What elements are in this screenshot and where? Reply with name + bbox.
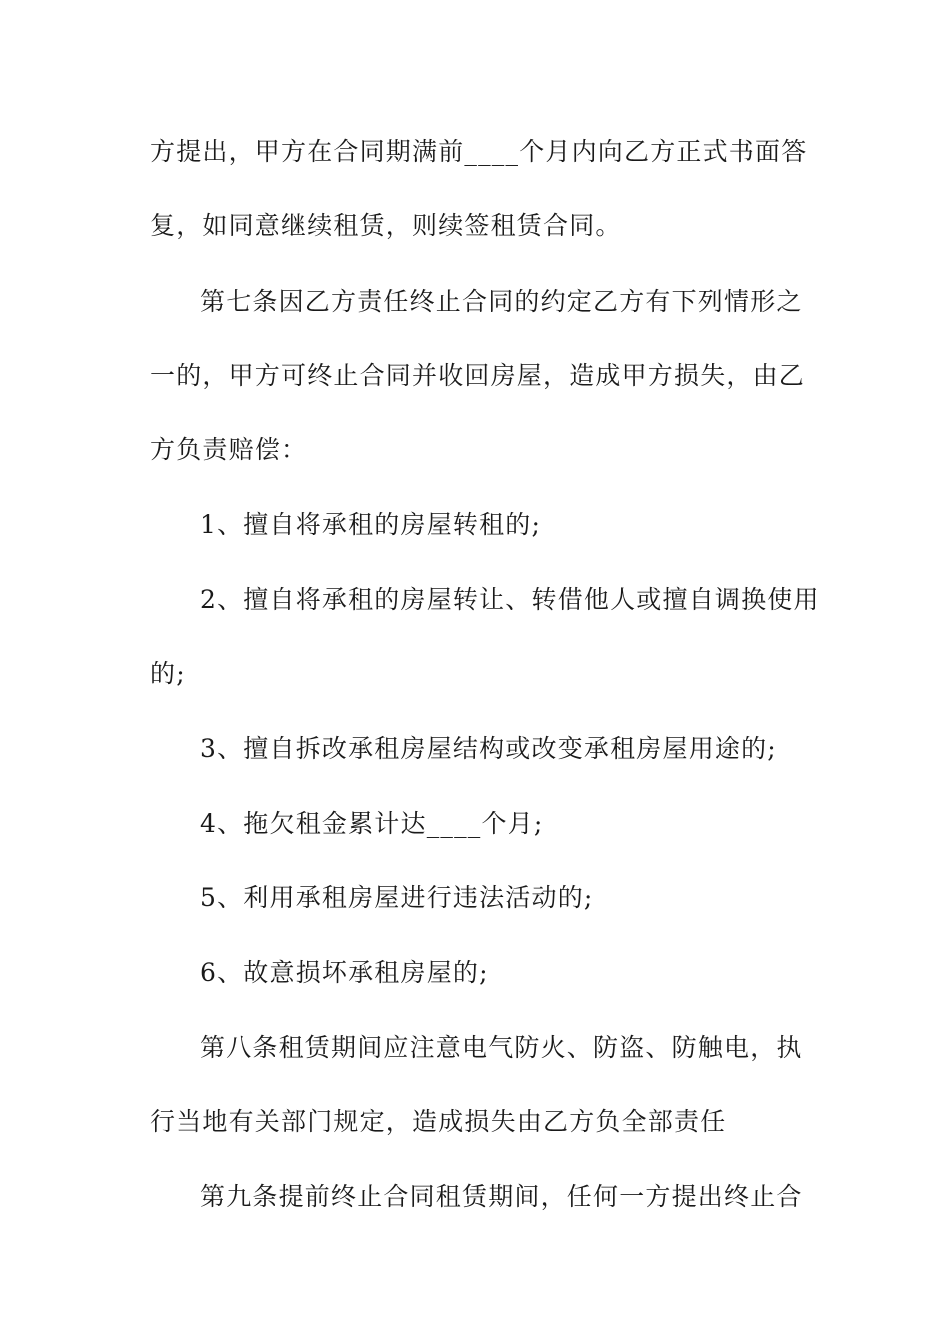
clause-7-item-4: 4、拖欠租金累计达____个月; [200,809,544,838]
clause-7-item-2-line-2: 的; [150,659,186,688]
clause-7-line-3: 方负责赔偿： [150,435,308,464]
clause-8-line-1: 第八条租赁期间应注意电气防火、防盗、防触电，执 [200,1033,803,1062]
clause-7-line-2: 一的，甲方可终止合同并收回房屋，造成甲方损失，由乙 [150,361,806,390]
clause-9-line-1: 第九条提前终止合同租赁期间，任何一方提出终止合 [200,1182,803,1211]
clause-6-continuation-line-1: 方提出，甲方在合同期满前____个月内向乙方正式书面答 [150,137,808,166]
clause-7-item-3: 3、擅自拆改承租房屋结构或改变承租房屋用途的; [200,734,777,763]
clause-8-line-2: 行当地有关部门规定，造成损失由乙方负全部责任 [150,1107,727,1136]
clause-7-item-5: 5、利用承租房屋进行违法活动的; [200,883,594,912]
clause-7-item-6: 6、故意损坏承租房屋的; [200,958,489,987]
clause-7-item-2-line-1: 2、擅自将承租的房屋转让、转借他人或擅自调换使用 [200,585,820,614]
clause-7-item-1: 1、擅自将承租的房屋转租的; [200,510,542,539]
clause-7-heading-line-1: 第七条因乙方责任终止合同的约定乙方有下列情形之 [200,287,803,316]
clause-6-continuation-line-2: 复，如同意继续租赁，则续签租赁合同。 [150,211,622,240]
